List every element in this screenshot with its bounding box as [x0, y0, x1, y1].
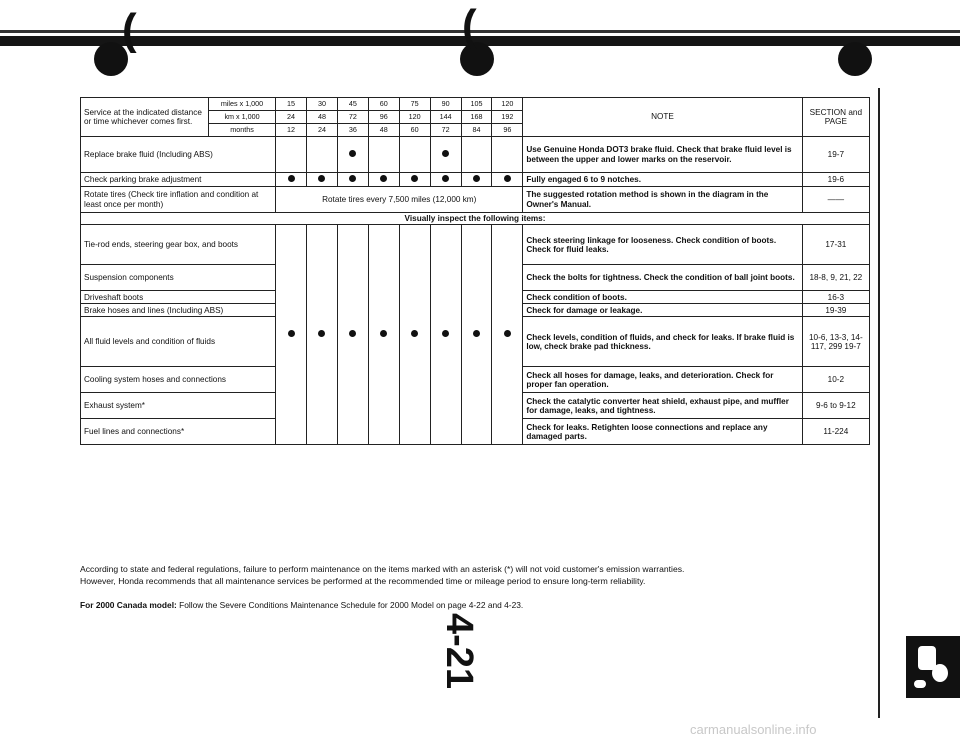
service-dot: [442, 330, 449, 337]
km-value: 144: [430, 111, 461, 124]
item-section: 19-7: [802, 137, 869, 173]
item-section: 18-8, 9, 21, 22: [802, 265, 869, 291]
item-note: Use Genuine Honda DOT3 brake fluid. Check that brake fluid level is between the upper and lower marks on the reservoir.: [523, 137, 802, 173]
item-note: Check levels, condition of fluids, and check for leaks. If brake fluid is low, check brake pad thickness.: [523, 317, 802, 367]
page-number: 4-21: [438, 612, 480, 690]
table-row: [81, 187, 870, 213]
miles-value: 90: [430, 98, 461, 111]
item-section: 10-6, 13-3, 14-117, 299 19-7: [802, 317, 869, 367]
canada-model-label: For 2000 Canada model:: [80, 600, 177, 610]
service-dot: [504, 175, 511, 182]
table-row: [81, 137, 870, 173]
unit-miles: miles x 1,000: [208, 98, 275, 111]
service-dot: [442, 150, 449, 157]
item-section: 10-2: [802, 367, 869, 393]
item-label: Exhaust system*: [81, 393, 276, 419]
visual-inspect-heading: Visually inspect the following items:: [81, 213, 870, 225]
item-section: ——: [802, 187, 869, 213]
service-dot: [473, 175, 480, 182]
km-value: 96: [368, 111, 399, 124]
item-note: The suggested rotation method is shown in the diagram in the Owner's Manual.: [523, 187, 802, 213]
margin-line: [878, 88, 880, 718]
months-value: 24: [307, 124, 338, 137]
service-dot: [349, 330, 356, 337]
km-value: 72: [337, 111, 368, 124]
months-value: 96: [492, 124, 523, 137]
binder-hole-right: [838, 42, 872, 76]
service-dot: [318, 175, 325, 182]
months-value: 36: [337, 124, 368, 137]
table-row: [81, 173, 870, 187]
service-dot: [288, 175, 295, 182]
months-value: 84: [461, 124, 492, 137]
item-section: 11-224: [802, 419, 869, 445]
item-label: All fluid levels and condition of fluids: [81, 317, 276, 367]
service-dot: [380, 175, 387, 182]
item-note: Check for leaks. Retighten loose connections and replace any damaged parts.: [523, 419, 802, 445]
item-label: Check parking brake adjustment: [81, 173, 276, 187]
footer-reliability-note: However, Honda recommends that all maintenance services be performed at the recommended time or mileage period to ensure long-term reliability.: [80, 576, 646, 586]
item-section: 19-6: [802, 173, 869, 187]
km-value: 192: [492, 111, 523, 124]
miles-value: 15: [276, 98, 307, 111]
section-heading-row: [81, 213, 870, 225]
months-value: 12: [276, 124, 307, 137]
km-value: 168: [461, 111, 492, 124]
scan-mark-left: (: [122, 5, 137, 54]
footer-warranty-note: According to state and federal regulations, failure to perform maintenance on the items marked with an asterisk (*) will not void customer's emission warranties.: [80, 564, 685, 574]
service-dot: [411, 330, 418, 337]
item-label: Cooling system hoses and connections: [81, 367, 276, 393]
service-interval-label: Service at the indicated distance or time whichever comes first.: [81, 98, 209, 137]
item-note: Check steering linkage for looseness. Check condition of boots. Check for fluid leaks.: [523, 225, 802, 265]
item-label: Rotate tires (Check tire inflation and condition at least once per month): [81, 187, 276, 213]
item-section: 9-6 to 9-12: [802, 393, 869, 419]
unit-km: km x 1,000: [208, 111, 275, 124]
item-label: Fuel lines and connections*: [81, 419, 276, 445]
item-label: Suspension components: [81, 265, 276, 291]
item-note: Check all hoses for damage, leaks, and deterioration. Check for proper fan operation.: [523, 367, 802, 393]
item-note: Check condition of boots.: [523, 291, 802, 304]
km-value: 120: [399, 111, 430, 124]
item-section: 19-39: [802, 304, 869, 317]
section-header: SECTION and PAGE: [802, 98, 869, 137]
miles-value: 120: [492, 98, 523, 111]
service-dot: [504, 330, 511, 337]
unit-months: months: [208, 124, 275, 137]
header-rule-thin: [0, 30, 960, 33]
item-label: Brake hoses and lines (Including ABS): [81, 304, 276, 317]
brake-section-tab-icon: [906, 636, 960, 698]
item-note: Check the bolts for tightness. Check the condition of ball joint boots.: [523, 265, 802, 291]
item-label: Replace brake fluid (Including ABS): [81, 137, 276, 173]
km-value: 24: [276, 111, 307, 124]
service-dot: [288, 330, 295, 337]
months-value: 72: [430, 124, 461, 137]
item-section: 17-31: [802, 225, 869, 265]
scan-mark-center: (: [462, 1, 477, 50]
service-dot: [473, 330, 480, 337]
canada-model-text: Follow the Severe Conditions Maintenance Schedule for 2000 Model on page 4-22 and 4-23.: [179, 600, 524, 610]
item-label: Driveshaft boots: [81, 291, 276, 304]
miles-value: 75: [399, 98, 430, 111]
service-dot: [349, 175, 356, 182]
rotate-interval: Rotate tires every 7,500 miles (12,000 km): [276, 187, 523, 213]
km-value: 48: [307, 111, 338, 124]
header-row-miles: [81, 98, 870, 111]
months-value: 60: [399, 124, 430, 137]
service-dot: [349, 150, 356, 157]
maintenance-schedule-table: [80, 97, 870, 445]
service-dot: [442, 175, 449, 182]
miles-value: 45: [337, 98, 368, 111]
months-value: 48: [368, 124, 399, 137]
item-note: Check the catalytic converter heat shield, exhaust pipe, and muffler for damage, leaks, and tightness.: [523, 393, 802, 419]
service-dot: [318, 330, 325, 337]
miles-value: 105: [461, 98, 492, 111]
item-note: Check for damage or leakage.: [523, 304, 802, 317]
table-row: [81, 225, 870, 265]
item-note: Fully engaged 6 to 9 notches.: [523, 173, 802, 187]
note-header: NOTE: [523, 98, 802, 137]
service-dot: [411, 175, 418, 182]
service-dot: [380, 330, 387, 337]
miles-value: 60: [368, 98, 399, 111]
item-section: 16-3: [802, 291, 869, 304]
miles-value: 30: [307, 98, 338, 111]
item-label: Tie-rod ends, steering gear box, and boots: [81, 225, 276, 265]
watermark: carmanualsonline.info: [690, 722, 817, 737]
